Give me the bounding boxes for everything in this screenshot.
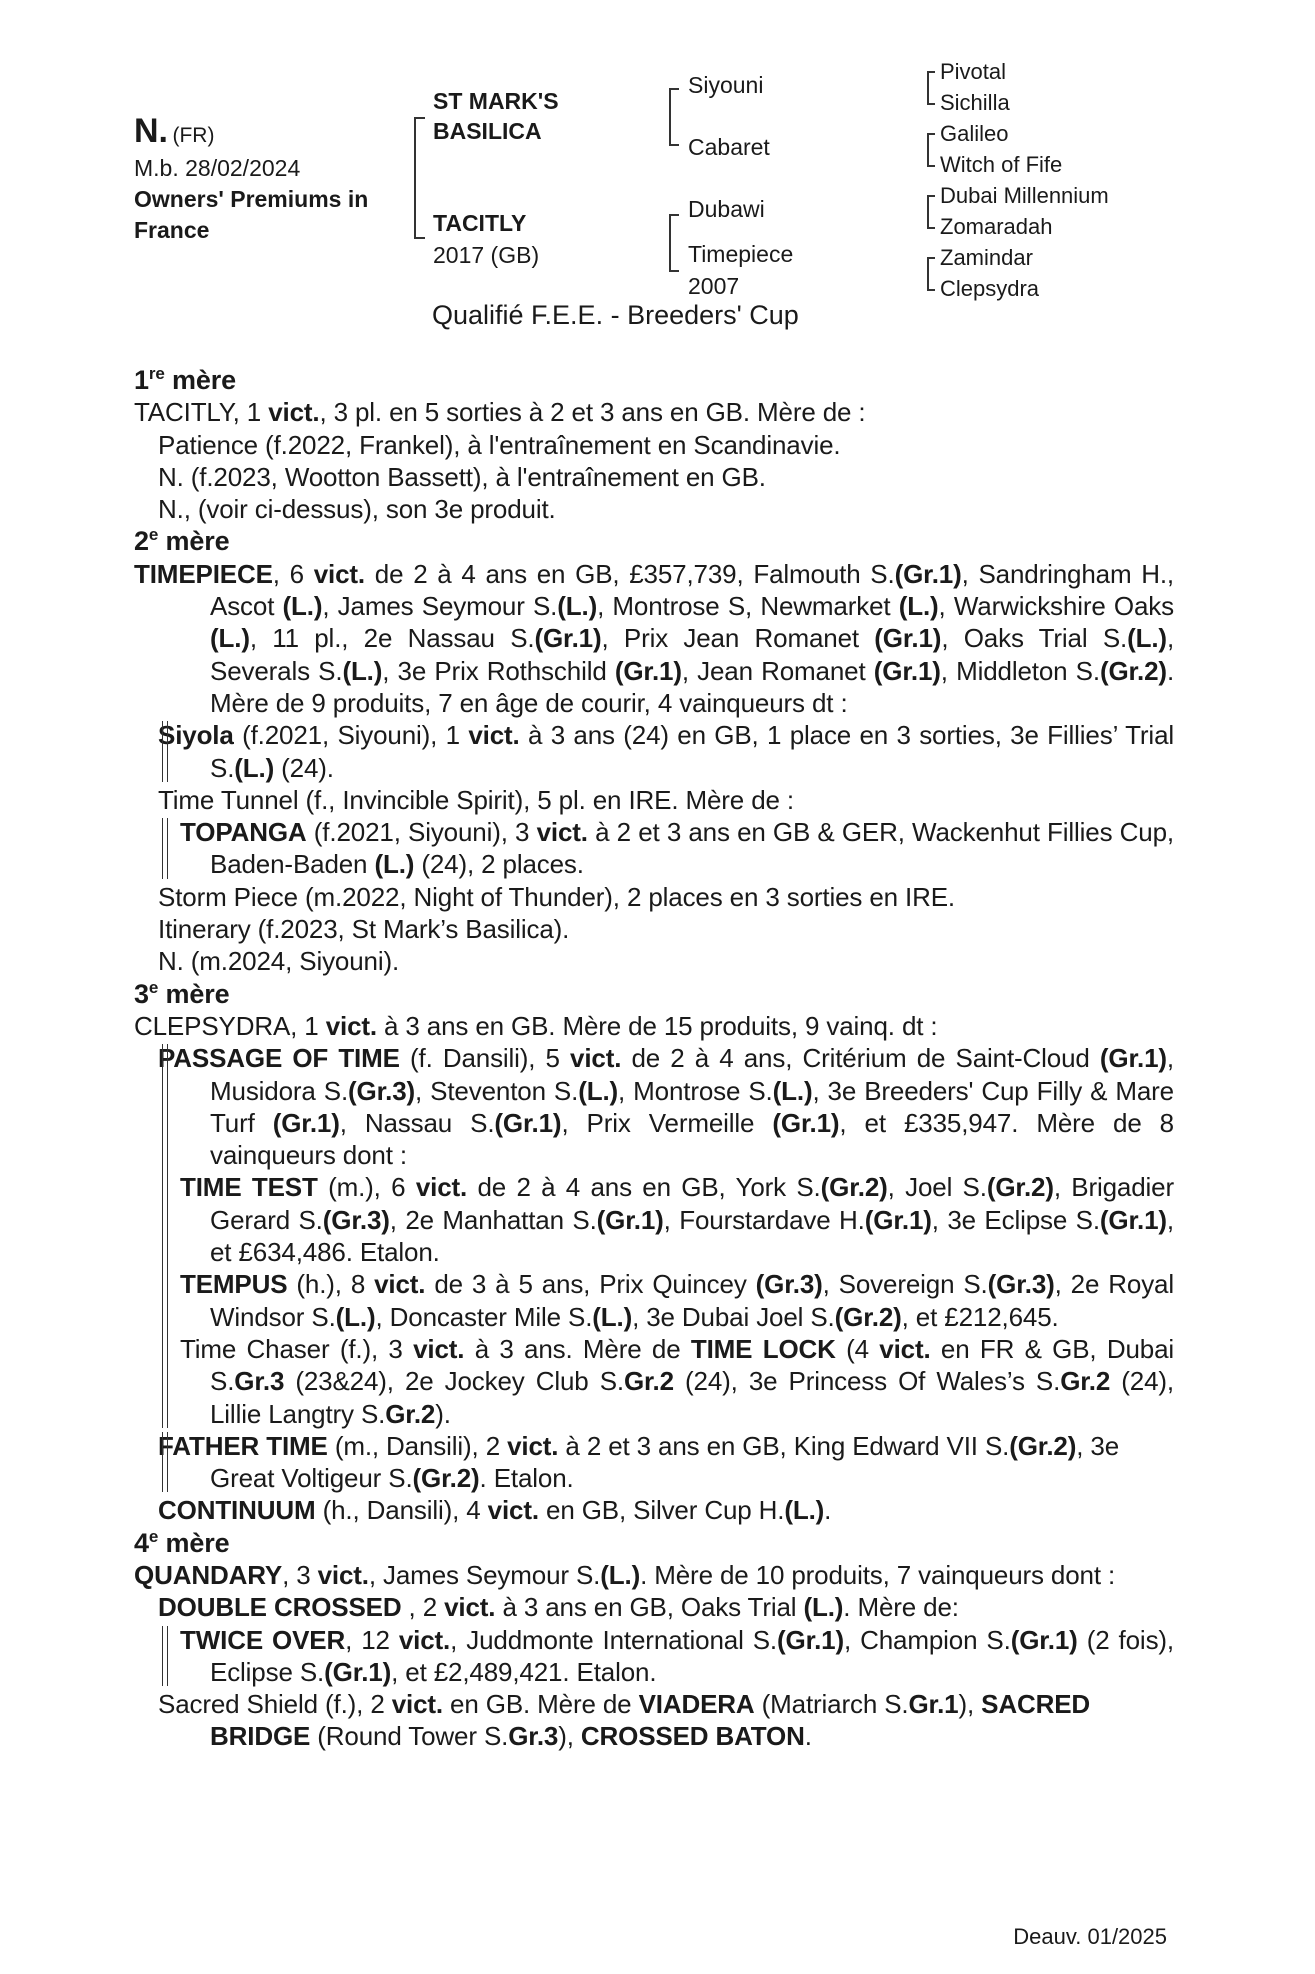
gen3-3: Galileo [940,121,1009,146]
horse-origin: (FR) [172,124,215,147]
pedigree-table [0,0,1315,350]
dam-4-summary: QUANDARY, 3 vict., James Seymour S.(L.). Mère de 10 produits, 7 vainqueurs dont : [134,1559,1116,1590]
sire-dam: Cabaret [688,134,770,160]
gen3-6: Zomaradah [940,214,1053,239]
horse-name: N. [134,112,168,150]
produce-siyola: Siyola (f.2021, Siyouni), 1 vict. à 3 ans (24) en GB, 1 place en 3 sorties, 3e Fillies’ Trial S.(L.) (24). [134,719,1174,784]
produce-3: N., (voir ci-dessus), son 3e produit. [158,494,556,525]
section-title-2: 2e mère [134,525,230,557]
dam-name: TACITLY [433,210,527,236]
sire-name-line-2: BASILICA [433,118,542,144]
dam-year: 2017 (GB) [433,242,540,268]
produce-father-time: FATHER TIME (m., Dansili), 2 vict. à 2 et 3 ans en GB, King Edward VII S.(Gr.2), 3e Great Voltigeur S.(Gr.2). Etalon. [134,1430,1174,1495]
produce-time-tunnel: Time Tunnel (f., Invincible Spirit), 5 pl. en IRE. Mère de : [158,784,794,815]
produce-continuum: CONTINUUM (h., Dansili), 4 vict. en GB, Silver Cup H.(L.). [158,1495,832,1526]
produce-itinerary: Itinerary (f.2023, St Mark’s Basilica). [158,914,570,945]
produce-n-2024: N. (m.2024, Siyouni). [158,946,400,977]
section-title-1: 1re mère [134,364,236,395]
qualification: Qualifié F.E.E. - Breeders' Cup [432,300,799,330]
produce-2: N. (f.2023, Wootton Bassett), à l'entraînement en GB. [158,461,766,492]
gen3-8: Clepsydra [940,276,1040,301]
sire-sire: Siyouni [688,72,764,98]
gen3-4: Witch of Fife [940,152,1063,177]
dam-sire: Dubawi [688,196,765,222]
gen3-1: Pivotal [940,59,1007,84]
produce-passage-of-time: PASSAGE OF TIME (f. Dansili), 5 vict. de 2 à 4 ans, Critérium de Saint-Cloud (Gr.1), Musidora S.(Gr.3), Steventon S.(L.), Montrose S.(L.), 3e Breeders' Cup Filly & Mare Turf (Gr.1), Nassau S.(Gr.1), Prix Vermeille (Gr.1), et £335,947. Mère de 8 vainqueurs dont : TIME TEST (m.), 6 vict. de 2 à 4 ans en GB, York S.(Gr.2), Joel S.(Gr.2), Brigadier Gerard S.(Gr.3), 2e Manhattan S.(Gr.1), Fourstardave H.(Gr.1), 3e Eclipse S.(Gr.1), et £634,486. Etalon. TEMPUS (h.), 8 vict. de 3 à 5 ans, Prix Quincey (Gr.3), Sovereign S.(Gr.3), 2e Royal Windsor S.(L.), Doncaster Mile S.(L.), 3e Dubai Joel S.(Gr.2), et £212,645. Time Chaser (f.), 3 vict. à 3 ans. Mère de TIME LOCK (4 vict. en FR & GB, Dubai S.Gr.3 (23&24), 2e Jockey Club S.Gr.2 (24), 3e Princess Of Wales’s S.Gr.2 (24), Lillie Langtry S.Gr.2). [134,1042,1174,1430]
produce-time-chaser: Time Chaser (f.), 3 vict. à 3 ans. Mère de TIME LOCK (4 vict. en FR & GB, Dubai S.Gr.3 (23&24), 2e Jockey Club S.Gr.2 (24), 3e Princess Of Wales’s S.Gr.2 (24), Lillie Langtry S.Gr.2). [180,1333,1175,1429]
dam-1-summary: TACITLY, 1 vict., 3 pl. en 5 sorties à 2 et 3 ans en GB. Mère de : [134,397,866,428]
horse-title [134,112,214,151]
section-title-4: 4e mère [134,1526,230,1558]
produce-1: Patience (f.2022, Frankel), à l'entraînement en Scandinavie. [158,429,841,460]
female-line [134,364,1174,1753]
dam-dam: Timepiece [688,241,794,267]
footer-ref: Deauv. 01/2025 [1013,1924,1167,1949]
produce-sacred-shield: Sacred Shield (f.), 2 vict. en GB. Mère de VIADERA (Matriarch S.Gr.1), SACRED BRIDGE (Round Tower S.Gr.3), CROSSED BATON. [158,1689,1091,1752]
dam-3-summary: CLEPSYDRA, 1 vict. à 3 ans en GB. Mère de 15 produits, 9 vainq. dt : [134,1010,938,1041]
produce-time-test: TIME TEST (m.), 6 vict. de 2 à 4 ans en GB, York S.(Gr.2), Joel S.(Gr.2), Brigadier Gerard S.(Gr.3), 2e Manhattan S.(Gr.1), Fourstardave H.(Gr.1), 3e Eclipse S.(Gr.1), et £634,486. Etalon. [180,1172,1174,1268]
sire-name-line-1: ST MARK'S [433,88,559,114]
premium-line-2: France [134,217,210,243]
dam-dam-year: 2007 [688,273,740,299]
gen3-2: Sichilla [940,90,1010,115]
dam-2-summary: TIMEPIECE, 6 vict. de 2 à 4 ans en GB, £357,739, Falmouth S.(Gr.1), Sandringham H., Ascot (L.), James Seymour S.(L.), Montrose S, Newmarket (L.), Warwickshire Oaks (L.), 11 pl., 2e Nassau S.(Gr.1), Prix Jean Romanet (Gr.1), Oaks Trial S.(L.), Severals S.(L.), 3e Prix Rothschild (Gr.1), Jean Romanet (Gr.1), Middleton S.(Gr.2). Mère de 9 produits, 7 en âge de courir, 4 vainqueurs dt : [134,558,1175,718]
section-title-3: 3e mère [134,977,230,1009]
produce-double-crossed: DOUBLE CROSSED , 2 vict. à 3 ans en GB, Oaks Trial (L.). Mère de: [158,1592,959,1623]
produce-topanga: TOPANGA (f.2021, Siyouni), 3 vict. à 2 et 3 ans en GB & GER, Wackenhut Fillies Cup, Baden-Baden (L.) (24), 2 places. [134,816,1174,881]
premium-line-1: Owners' Premiums in [134,186,369,212]
produce-twice-over: TWICE OVER, 12 vict., Juddmonte International S.(Gr.1), Champion S.(Gr.1) (2 fois), Eclipse S.(Gr.1), et £2,489,421. Etalon. [134,1624,1174,1689]
gen3-5: Dubai Millennium [940,183,1109,208]
produce-storm-piece: Storm Piece (m.2022, Night of Thunder), 2 places en 3 sorties en IRE. [158,881,956,912]
produce-tempus: TEMPUS (h.), 8 vict. de 3 à 5 ans, Prix Quincey (Gr.3), Sovereign S.(Gr.3), 2e Royal Windsor S.(L.), Doncaster Mile S.(L.), 3e Dubai Joel S.(Gr.2), et £212,645. [180,1269,1174,1332]
gen3-7: Zamindar [940,245,1033,270]
horse-sex-birth: M.b. 28/02/2024 [134,155,301,181]
